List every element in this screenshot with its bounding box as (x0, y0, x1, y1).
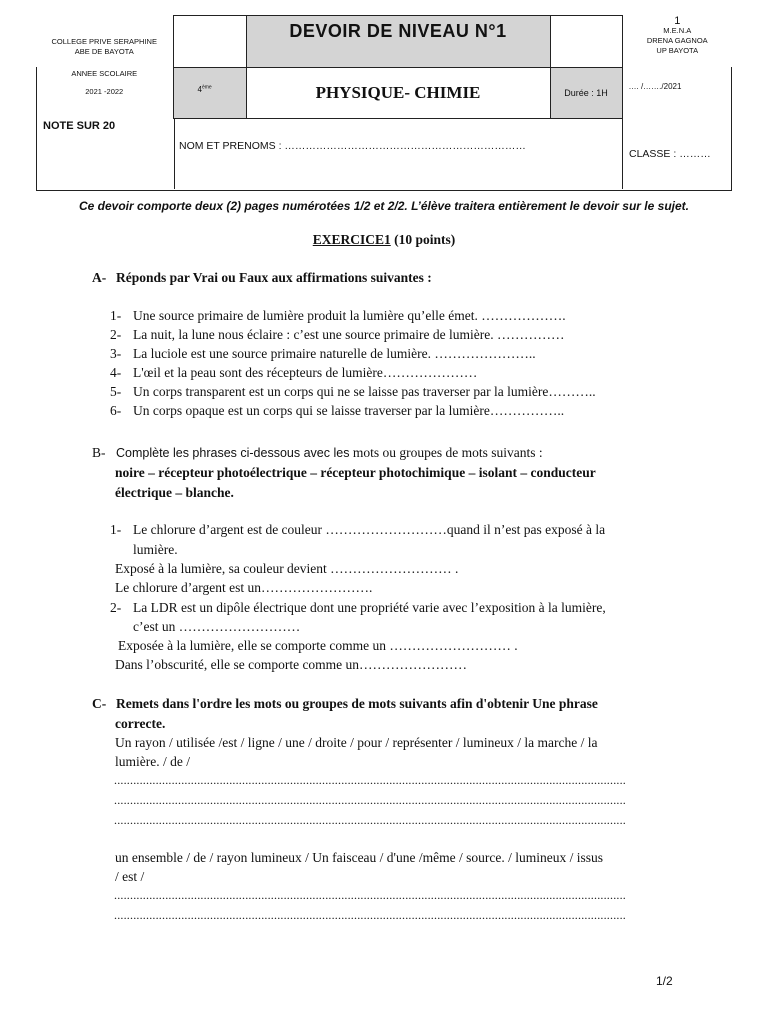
answer-line[interactable]: ................................................................................................................................................................ (114, 888, 626, 902)
ministry-line1: M.E.N.A (663, 25, 692, 35)
sectionA-num-5: 5- (110, 384, 122, 399)
note-cell (37, 118, 175, 189)
header-table (36, 15, 732, 119)
answer-line[interactable]: ................................................................................................................................................................ (114, 908, 626, 922)
year-label: ANNEE SCOLAIRE (71, 69, 138, 78)
ministry-line3: UP BAYOTA (656, 45, 699, 55)
name-field[interactable]: NOM ET PRENOMS : …………………………………………………………… (179, 140, 526, 152)
date-field: …. /……./2021 (628, 81, 682, 91)
answer-line[interactable]: ................................................................................................................................................................ (114, 773, 626, 787)
sectionA-num-4: 4- (110, 365, 122, 380)
title-cell (246, 16, 550, 68)
school-info (36, 16, 173, 119)
page-number: 1/2 (656, 974, 673, 988)
sectionB-instruction-sans: Complète les phrases ci-dessous avec les (116, 446, 350, 460)
sectionC-label: C- (92, 696, 107, 711)
sectionA-item-3: La luciole est une source primaire naturelle de lumière. ………………….. (133, 346, 536, 361)
sectionC-sentence1-2: lumière. / de / (115, 754, 190, 769)
grade-label: 4ème (197, 84, 212, 94)
exercise-title (0, 232, 768, 248)
sectionB-num-1: 1- (110, 522, 122, 537)
sectionB-line-7: Exposée à la lumière, elle se comporte comme un ……………………… . (118, 638, 518, 653)
sectionB-line-2: lumière. (133, 542, 178, 557)
ministry-info (622, 16, 732, 119)
sectionB-instruction-serif: mots ou groupes de mots suivants : (349, 445, 543, 460)
sectionA-num-2: 2- (110, 327, 122, 342)
grade-suffix: ème (201, 84, 212, 90)
duration-label: Durée : 1H (564, 88, 608, 98)
sectionB-instruction (116, 445, 543, 461)
subject-title: PHYSIQUE- CHIMIE (315, 83, 481, 102)
sectionA-num-1: 1- (110, 308, 122, 323)
sectionC-sentence2-2: / est / (115, 869, 145, 884)
sectionA-num-3: 3- (110, 346, 122, 361)
class-field[interactable]: CLASSE : ……… (629, 148, 711, 160)
note-label: NOTE SUR 20 (43, 120, 116, 132)
sectionA-item-4: L'œil et la peau sont des récepteurs de lumière………………… (133, 365, 478, 380)
page-title: DEVOIR DE NIVEAU N°1 (289, 21, 507, 41)
sectionB-line-8: Dans l’obscurité, elle se comporte comme un…………………… (115, 657, 468, 672)
school-line1: COLLEGE PRIVE SERAPHINE (51, 37, 157, 46)
sectionA-item-2: La nuit, la lune nous éclaire : c’est une source primaire de lumière. …………… (133, 327, 565, 342)
student-info-row (36, 118, 732, 191)
sectionC-sentence1-1: Un rayon / utilisée /est / ligne / une / droite / pour / représenter / lumineux / la marche / la (115, 735, 598, 750)
blank-cell-2 (550, 16, 622, 68)
answer-line[interactable]: ................................................................................................................................................................ (114, 793, 626, 807)
sectionB-words-2: électrique – blanche. (115, 485, 234, 500)
intro-note: Ce devoir comporte deux (2) pages numérotées 1/2 et 2/2. L’élève traitera entièrement le devoir sur le sujet. (78, 199, 689, 213)
sectionB-line-4: Le chlorure d’argent est un……………………. (115, 580, 373, 595)
subject-cell (246, 68, 550, 119)
sectionB-num-2: 2- (110, 600, 122, 615)
year-value: 2021 -2022 (85, 87, 124, 96)
exercise-name: EXERCICE1 (312, 232, 391, 247)
sectionA-instruction: Réponds par Vrai ou Faux aux affirmations suivantes : (116, 270, 432, 285)
sectionC-instruction-2: correcte. (115, 716, 166, 731)
exercise-points: (10 points) (394, 232, 456, 247)
school-line2: ABE DE BAYOTA (74, 47, 134, 56)
blank-cell-1 (173, 16, 246, 68)
sectionA-item-6: Un corps opaque est un corps qui se laisse traverser par la lumière…………….. (133, 403, 565, 418)
sectionC-sentence2-1: un ensemble / de / rayon lumineux / Un faisceau / d'une /même / source. / lumineux / issus (115, 850, 603, 865)
sectionA-label: A- (92, 270, 107, 285)
sectionB-label: B- (92, 445, 106, 460)
class-divider (622, 118, 623, 189)
sectionC-instruction-1: Remets dans l'ordre les mots ou groupes de mots suivants afin d'obtenir Une phrase (116, 696, 598, 711)
sectionA-num-6: 6- (110, 403, 122, 418)
grade-cell (173, 68, 246, 119)
sectionB-line-5: La LDR est un dipôle électrique dont une propriété varie avec l’exposition à la lumière, (133, 600, 606, 615)
sectionB-words-1: noire – récepteur photoélectrique – récepteur photochimique – isolant – conducteur (115, 465, 596, 480)
sectionA-item-1: Une source primaire de lumière produit la lumière qu’elle émet. ………………. (133, 308, 566, 323)
sectionB-line-1: Le chlorure d’argent est de couleur ………………………quand il n’est pas exposé à la (133, 522, 606, 537)
sectionB-line-3: Exposé à la lumière, sa couleur devient ……………………… . (115, 561, 459, 576)
ministry-line2: DRENA GAGNOA (646, 35, 708, 45)
sectionB-line-6: c’est un ……………………… (133, 619, 301, 634)
answer-line[interactable]: ................................................................................................................................................................ (114, 813, 626, 827)
duration-cell (550, 68, 622, 119)
page-mark: 1 (674, 14, 681, 27)
sectionA-item-5: Un corps transparent est un corps qui ne se laisse pas traverser par la lumière……….. (133, 384, 596, 399)
